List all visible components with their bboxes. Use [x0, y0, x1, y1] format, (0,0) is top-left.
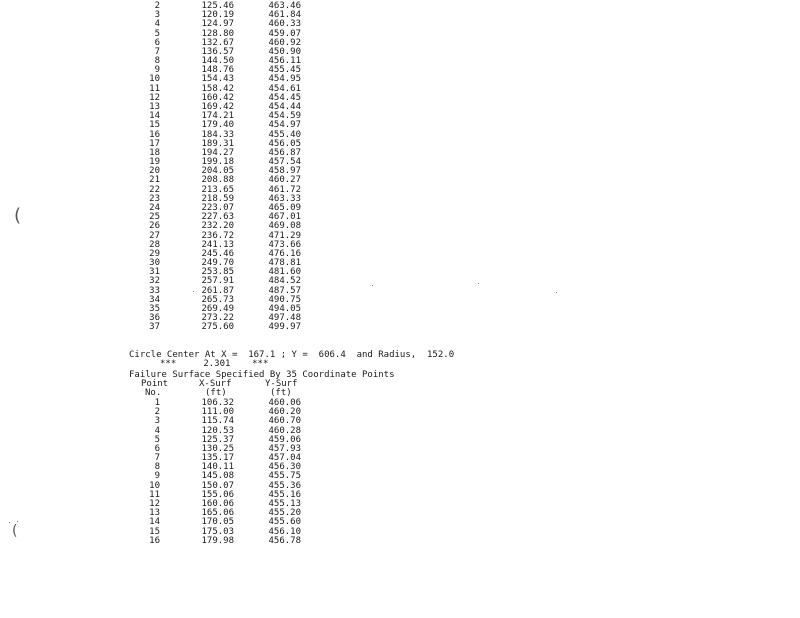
- x-value-cell: 249.70: [201, 258, 234, 269]
- y-value-cell: 455.60: [268, 517, 301, 528]
- y-value-cell: 497.48: [268, 313, 301, 324]
- scan-speck: [372, 285, 373, 286]
- x-value-cell: 140.11: [201, 462, 234, 473]
- x-value-cell: 184.33: [201, 129, 234, 140]
- x-value-cell: 136.57: [201, 46, 234, 57]
- point-no-cell: 12: [149, 92, 160, 103]
- x-value-cell: 128.80: [201, 28, 234, 39]
- x-value-cell: 144.50: [201, 56, 234, 67]
- column-header-x: X-Surf: [199, 379, 232, 389]
- point-no-cell: 5: [154, 28, 160, 39]
- point-no-cell: 10: [149, 480, 160, 491]
- y-value-cell: 459.06: [268, 434, 301, 445]
- y-value-cell: 454.95: [268, 74, 301, 85]
- unit-x: (ft): [205, 388, 227, 398]
- y-value-cell: 459.07: [268, 28, 301, 39]
- y-value-cell: 463.46: [268, 1, 301, 11]
- y-value-cell: 471.29: [268, 230, 301, 241]
- point-no-cell: 2: [154, 407, 160, 418]
- x-value-cell: 106.32: [201, 398, 234, 408]
- point-no-cell: 3: [154, 416, 160, 427]
- point-no-cell: 10: [149, 74, 160, 85]
- x-value-cell: 189.31: [201, 138, 234, 149]
- point-no-cell: 16: [149, 535, 160, 546]
- point-no-cell: 1: [154, 398, 160, 408]
- x-value-cell: 257.91: [201, 276, 234, 287]
- x-value-cell: 199.18: [201, 157, 234, 168]
- y-value-cell: 494.05: [268, 303, 301, 314]
- unit-y: (ft): [270, 388, 292, 398]
- y-value-cell: 455.20: [268, 508, 301, 519]
- point-no-cell: 22: [149, 184, 160, 195]
- x-value-cell: 158.42: [201, 83, 234, 94]
- x-value-cell: 174.21: [201, 111, 234, 122]
- point-no-cell: 12: [149, 498, 160, 509]
- column-header-y: Y-Surf: [265, 379, 298, 389]
- point-no-cell: 4: [154, 425, 160, 436]
- point-no-cell: 7: [154, 46, 160, 57]
- y-value-cell: 460.70: [268, 416, 301, 427]
- x-value-cell: 145.08: [201, 471, 234, 482]
- y-value-cell: 463.33: [268, 193, 301, 204]
- scan-speck: [478, 283, 479, 284]
- y-value-cell: 454.59: [268, 111, 301, 122]
- scan-speck: [9, 522, 10, 523]
- y-value-cell: 454.61: [268, 83, 301, 94]
- point-no-cell: 8: [154, 462, 160, 473]
- y-value-cell: 454.97: [268, 120, 301, 131]
- y-value-cell: 454.45: [268, 92, 301, 103]
- y-value-cell: 454.44: [268, 101, 301, 112]
- y-value-cell: 490.75: [268, 294, 301, 305]
- x-value-cell: 213.65: [201, 184, 234, 195]
- point-no-cell: 7: [154, 453, 160, 464]
- y-value-cell: 457.04: [268, 453, 301, 464]
- x-value-cell: 165.06: [201, 508, 234, 519]
- x-value-cell: 132.67: [201, 37, 234, 48]
- point-no-cell: 35: [149, 303, 160, 314]
- point-no-cell: 34: [149, 294, 160, 305]
- y-value-cell: 460.06: [268, 398, 301, 408]
- y-value-cell: 456.11: [268, 56, 301, 67]
- x-value-cell: 275.60: [201, 322, 234, 333]
- y-value-cell: 450.90: [268, 46, 301, 57]
- x-value-cell: 223.07: [201, 202, 234, 213]
- point-no-cell: 37: [149, 322, 160, 333]
- x-value-cell: 218.59: [201, 193, 234, 204]
- y-value-cell: 467.01: [268, 212, 301, 223]
- column-header-point: Point: [141, 379, 169, 389]
- point-no-cell: 33: [149, 285, 160, 296]
- x-value-cell: 208.88: [201, 175, 234, 186]
- point-no-cell: 9: [154, 471, 160, 482]
- y-value-cell: 460.92: [268, 37, 301, 48]
- point-no-cell: 36: [149, 313, 160, 324]
- scan-speck: [17, 521, 18, 522]
- x-value-cell: 169.42: [201, 101, 234, 112]
- y-value-cell: 469.08: [268, 221, 301, 232]
- x-value-cell: 179.40: [201, 120, 234, 131]
- point-no-cell: 9: [154, 65, 160, 76]
- column-header-no: No.: [145, 388, 162, 398]
- scan-bracket-mark: (: [14, 205, 22, 226]
- y-value-cell: 457.93: [268, 443, 301, 454]
- x-value-cell: 125.37: [201, 434, 234, 445]
- point-no-cell: 15: [149, 120, 160, 131]
- x-value-cell: 273.22: [201, 313, 234, 324]
- y-value-cell: 460.28: [268, 425, 301, 436]
- point-no-cell: 14: [149, 111, 160, 122]
- y-value-cell: 456.30: [268, 462, 301, 473]
- y-value-cell: 465.09: [268, 202, 301, 213]
- y-value-cell: 476.16: [268, 248, 301, 259]
- point-no-cell: 4: [154, 19, 160, 30]
- point-no-cell: 6: [154, 443, 160, 454]
- x-value-cell: 253.85: [201, 267, 234, 278]
- x-value-cell: 160.42: [201, 92, 234, 103]
- point-no-cell: 13: [149, 508, 160, 519]
- y-value-cell: 473.66: [268, 239, 301, 250]
- point-no-cell: 23: [149, 193, 160, 204]
- point-no-cell: 13: [149, 101, 160, 112]
- x-value-cell: 170.05: [201, 517, 234, 528]
- point-no-cell: 16: [149, 129, 160, 140]
- y-value-cell: 455.36: [268, 480, 301, 491]
- y-value-cell: 461.84: [268, 10, 301, 21]
- point-no-cell: 11: [149, 489, 160, 500]
- x-value-cell: 120.53: [201, 425, 234, 436]
- y-value-cell: 487.57: [268, 285, 301, 296]
- point-no-cell: 5: [154, 434, 160, 445]
- point-no-cell: 29: [149, 248, 160, 259]
- x-value-cell: 179.98: [201, 535, 234, 546]
- point-no-cell: 2: [154, 1, 160, 11]
- x-value-cell: 261.87: [201, 285, 234, 296]
- scan-speck: [556, 292, 557, 293]
- point-no-cell: 15: [149, 526, 160, 537]
- x-value-cell: 160.06: [201, 498, 234, 509]
- y-value-cell: 499.97: [268, 322, 301, 333]
- scan-speck: [193, 291, 194, 292]
- point-no-cell: 31: [149, 267, 160, 278]
- x-value-cell: 125.46: [201, 1, 234, 11]
- point-no-cell: 6: [154, 37, 160, 48]
- y-value-cell: 455.40: [268, 129, 301, 140]
- point-no-cell: 20: [149, 166, 160, 177]
- y-value-cell: 478.81: [268, 258, 301, 269]
- x-value-cell: 204.05: [201, 166, 234, 177]
- x-value-cell: 241.13: [201, 239, 234, 250]
- x-value-cell: 124.97: [201, 19, 234, 30]
- x-value-cell: 155.06: [201, 489, 234, 500]
- x-value-cell: 148.76: [201, 65, 234, 76]
- x-value-cell: 265.73: [201, 294, 234, 305]
- y-value-cell: 484.52: [268, 276, 301, 287]
- circle-center-line: Circle Center At X = 167.1 ; Y = 606.4 and Radius, 152.0: [129, 350, 455, 360]
- x-value-cell: 175.03: [201, 526, 234, 537]
- x-value-cell: 115.74: [201, 416, 234, 427]
- y-value-cell: 455.45: [268, 65, 301, 76]
- failure-surface-heading: Failure Surface Specified By 35 Coordinate Points: [129, 370, 395, 380]
- y-value-cell: 460.33: [268, 19, 301, 30]
- x-value-cell: 269.49: [201, 303, 234, 314]
- point-no-cell: 17: [149, 138, 160, 149]
- y-value-cell: 455.13: [268, 498, 301, 509]
- y-value-cell: 457.54: [268, 157, 301, 168]
- x-value-cell: 120.19: [201, 10, 234, 21]
- point-no-cell: 8: [154, 56, 160, 67]
- point-no-cell: 28: [149, 239, 160, 250]
- point-no-cell: 19: [149, 157, 160, 168]
- x-value-cell: 154.43: [201, 74, 234, 85]
- point-no-cell: 26: [149, 221, 160, 232]
- point-no-cell: 32: [149, 276, 160, 287]
- point-no-cell: 11: [149, 83, 160, 94]
- y-value-cell: 456.87: [268, 147, 301, 158]
- x-value-cell: 111.00: [201, 407, 234, 418]
- y-value-cell: 456.10: [268, 526, 301, 537]
- y-value-cell: 461.72: [268, 184, 301, 195]
- y-value-cell: 481.60: [268, 267, 301, 278]
- point-no-cell: 25: [149, 212, 160, 223]
- y-value-cell: 460.20: [268, 407, 301, 418]
- y-value-cell: 455.75: [268, 471, 301, 482]
- x-value-cell: 135.17: [201, 453, 234, 464]
- x-value-cell: 130.25: [201, 443, 234, 454]
- y-value-cell: 458.97: [268, 166, 301, 177]
- x-value-cell: 232.20: [201, 221, 234, 232]
- y-value-cell: 460.27: [268, 175, 301, 186]
- x-value-cell: 245.46: [201, 248, 234, 259]
- scan-bracket-mark: (: [12, 523, 18, 539]
- point-no-cell: 24: [149, 202, 160, 213]
- y-value-cell: 456.05: [268, 138, 301, 149]
- y-value-cell: 455.16: [268, 489, 301, 500]
- point-no-cell: 21: [149, 175, 160, 186]
- point-no-cell: 3: [154, 10, 160, 21]
- x-value-cell: 236.72: [201, 230, 234, 241]
- x-value-cell: 227.63: [201, 212, 234, 223]
- point-no-cell: 18: [149, 147, 160, 158]
- point-no-cell: 27: [149, 230, 160, 241]
- x-value-cell: 150.07: [201, 480, 234, 491]
- factor-of-safety-line: *** 2.301 ***: [160, 359, 269, 369]
- y-value-cell: 456.78: [268, 535, 301, 546]
- point-no-cell: 14: [149, 517, 160, 528]
- x-value-cell: 194.27: [201, 147, 234, 158]
- point-no-cell: 30: [149, 258, 160, 269]
